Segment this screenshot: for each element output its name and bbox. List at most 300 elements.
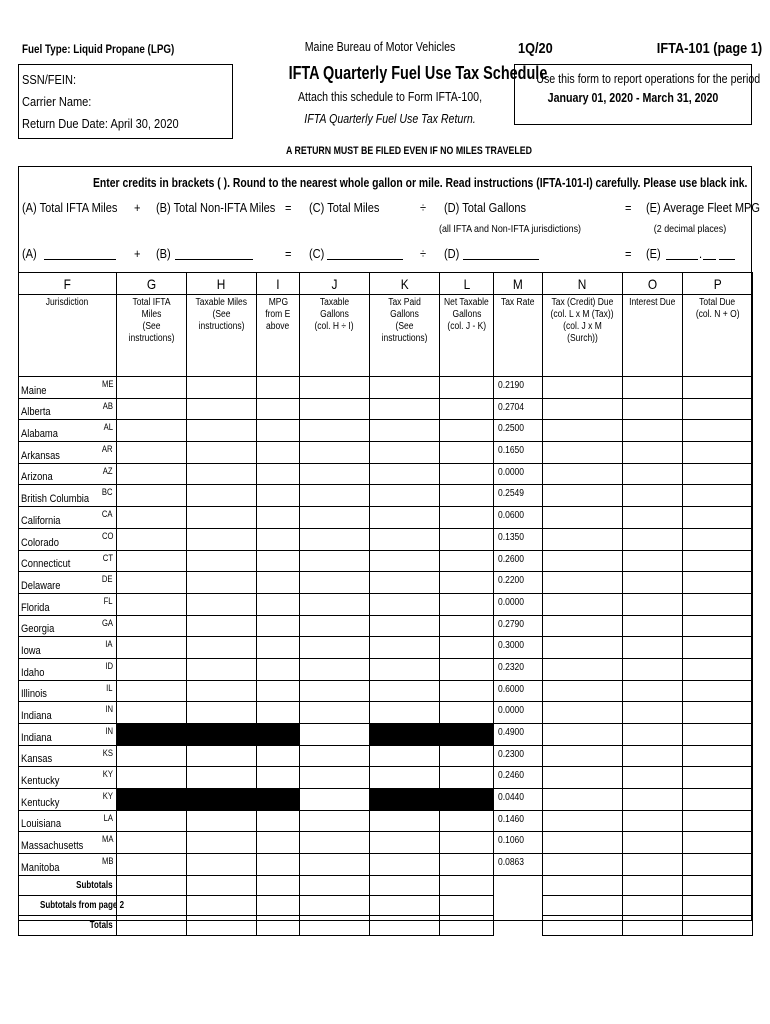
schedule-table bbox=[18, 272, 753, 936]
total-due-cell[interactable] bbox=[683, 637, 753, 659]
total-ifta-miles-cell[interactable] bbox=[117, 463, 187, 485]
tax-due-cell[interactable] bbox=[543, 485, 623, 507]
tax-due-cell[interactable] bbox=[543, 767, 623, 789]
net-taxable-gallons-cell[interactable] bbox=[440, 398, 494, 420]
tax-paid-gallons-cell[interactable] bbox=[370, 442, 440, 464]
total-due-cell[interactable] bbox=[683, 398, 753, 420]
jurisdiction-cell bbox=[19, 463, 117, 485]
table-row bbox=[19, 420, 753, 442]
tax-paid-gallons-cell[interactable] bbox=[370, 810, 440, 832]
jurisdiction-cell bbox=[19, 615, 117, 637]
net-taxable-gallons-cell[interactable] bbox=[440, 572, 494, 594]
tax-due-cell[interactable] bbox=[543, 442, 623, 464]
taxable-gallons-cell[interactable] bbox=[300, 832, 370, 854]
taxable-miles-cell[interactable] bbox=[187, 593, 257, 615]
total-ifta-miles-total-cell[interactable] bbox=[117, 915, 187, 935]
net-taxable-gallons-total-cell[interactable] bbox=[440, 915, 494, 935]
mpg-cell[interactable] bbox=[257, 832, 300, 854]
tax-due-total-cell[interactable] bbox=[543, 915, 623, 935]
jurisdiction-name: Louisiana bbox=[21, 818, 62, 831]
taxable-gallons-cell[interactable] bbox=[300, 377, 370, 399]
net-taxable-gallons-cell[interactable] bbox=[440, 442, 494, 464]
total-ifta-miles-cell[interactable] bbox=[117, 637, 187, 659]
jurisdiction-name: Illinois bbox=[21, 688, 47, 701]
jurisdiction-name: Georgia bbox=[21, 623, 55, 636]
table-row bbox=[19, 398, 753, 420]
tax-paid-gallons-cell[interactable] bbox=[370, 398, 440, 420]
tax-paid-gallons-cell[interactable] bbox=[370, 658, 440, 680]
mpg-cell[interactable] bbox=[257, 702, 300, 724]
table-row bbox=[19, 442, 753, 464]
interest-due-cell[interactable] bbox=[623, 810, 683, 832]
tax-rate-value: 0.0440 bbox=[498, 792, 525, 804]
total-ifta-miles-cell[interactable] bbox=[117, 745, 187, 767]
taxable-gallons-cell[interactable] bbox=[300, 854, 370, 876]
interest-due-cell[interactable] bbox=[623, 463, 683, 485]
tax-due-cell[interactable] bbox=[543, 810, 623, 832]
interest-due-total-cell[interactable] bbox=[623, 875, 683, 895]
mpg-cell[interactable] bbox=[257, 463, 300, 485]
tax-paid-gallons-cell[interactable] bbox=[370, 702, 440, 724]
tax-paid-gallons-cell[interactable] bbox=[370, 463, 440, 485]
taxable-gallons-total-cell[interactable] bbox=[300, 915, 370, 935]
entry-c-field[interactable] bbox=[327, 248, 403, 260]
mpg-cell[interactable] bbox=[257, 398, 300, 420]
taxable-gallons-total-cell[interactable] bbox=[300, 895, 370, 915]
tax-paid-gallons-cell[interactable] bbox=[370, 745, 440, 767]
jurisdiction-name: Maine bbox=[21, 384, 47, 397]
period-box bbox=[514, 64, 761, 125]
taxable-gallons-cell[interactable] bbox=[300, 398, 370, 420]
column-letter-text: H bbox=[217, 275, 226, 292]
interest-due-cell[interactable] bbox=[623, 702, 683, 724]
summary-row bbox=[19, 875, 753, 895]
total-ifta-miles-cell[interactable] bbox=[117, 615, 187, 637]
total-ifta-miles-cell[interactable] bbox=[117, 377, 187, 399]
tax-paid-gallons-cell[interactable] bbox=[370, 507, 440, 529]
tax-paid-gallons-total-cell[interactable] bbox=[370, 915, 440, 935]
tax-paid-gallons-total-cell[interactable] bbox=[370, 895, 440, 915]
jurisdiction-cell bbox=[19, 789, 117, 811]
mpg-cell[interactable] bbox=[257, 442, 300, 464]
total-ifta-miles-cell[interactable] bbox=[117, 528, 187, 550]
taxable-gallons-cell[interactable] bbox=[300, 442, 370, 464]
interest-due-cell[interactable] bbox=[623, 854, 683, 876]
interest-due-cell[interactable] bbox=[623, 767, 683, 789]
total-ifta-miles-cell[interactable] bbox=[117, 680, 187, 702]
column-letter-text: L bbox=[463, 275, 470, 292]
total-due-cell[interactable] bbox=[683, 724, 753, 746]
tax-rate-cell bbox=[494, 767, 543, 789]
tax-due-cell[interactable] bbox=[543, 550, 623, 572]
taxable-gallons-cell[interactable] bbox=[300, 789, 370, 811]
total-due-cell[interactable] bbox=[683, 810, 753, 832]
summary-label-text: Subtotals bbox=[76, 879, 113, 891]
total-ifta-miles-total-cell[interactable] bbox=[117, 875, 187, 895]
tax-due-cell[interactable] bbox=[543, 420, 623, 442]
tax-paid-gallons-cell[interactable] bbox=[370, 615, 440, 637]
interest-due-total-cell[interactable] bbox=[623, 895, 683, 915]
must-file-notice: A RETURN MUST BE FILED EVEN IF NO MILES TRAVELED bbox=[286, 145, 532, 157]
taxable-miles-cell[interactable] bbox=[187, 398, 257, 420]
jurisdiction-name: Alberta bbox=[21, 406, 51, 419]
mpg-total-cell[interactable] bbox=[257, 875, 300, 895]
summary-row bbox=[19, 915, 753, 935]
total-due-cell[interactable] bbox=[683, 485, 753, 507]
interest-due-cell[interactable] bbox=[623, 593, 683, 615]
tax-paid-gallons-cell[interactable] bbox=[370, 572, 440, 594]
jurisdiction-code: KY bbox=[102, 791, 113, 802]
total-ifta-miles-cell[interactable] bbox=[117, 767, 187, 789]
net-taxable-gallons-cell[interactable] bbox=[440, 593, 494, 615]
taxable-gallons-cell[interactable] bbox=[300, 507, 370, 529]
interest-due-cell[interactable] bbox=[623, 572, 683, 594]
tax-paid-gallons-cell[interactable] bbox=[370, 767, 440, 789]
net-taxable-gallons-cell[interactable] bbox=[440, 463, 494, 485]
total-due-cell[interactable] bbox=[683, 767, 753, 789]
entry-d-label: (D) bbox=[444, 246, 460, 261]
taxable-gallons-cell[interactable] bbox=[300, 745, 370, 767]
total-due-total-cell[interactable] bbox=[683, 875, 753, 895]
column-header-line: (See instructions) bbox=[128, 321, 175, 344]
net-taxable-gallons-total-cell[interactable] bbox=[440, 895, 494, 915]
column-letter-net-taxable-gallons bbox=[440, 273, 494, 295]
taxable-gallons-cell[interactable] bbox=[300, 485, 370, 507]
interest-due-cell[interactable] bbox=[623, 550, 683, 572]
total-ifta-miles-cell[interactable] bbox=[117, 507, 187, 529]
tax-rate-cell bbox=[494, 615, 543, 637]
taxable-gallons-cell[interactable] bbox=[300, 702, 370, 724]
jurisdiction-name: Kansas bbox=[21, 753, 53, 766]
tax-rate-value: 0.2790 bbox=[498, 618, 525, 630]
tax-paid-gallons-cell[interactable] bbox=[370, 593, 440, 615]
interest-due-cell[interactable] bbox=[623, 658, 683, 680]
net-taxable-gallons-cell[interactable] bbox=[440, 377, 494, 399]
divide-sign: ÷ bbox=[420, 200, 427, 215]
mpg-cell[interactable] bbox=[257, 680, 300, 702]
taxable-miles-cell[interactable] bbox=[187, 702, 257, 724]
mpg-cell[interactable] bbox=[257, 658, 300, 680]
tax-due-cell[interactable] bbox=[543, 658, 623, 680]
net-taxable-gallons-cell[interactable] bbox=[440, 832, 494, 854]
total-ifta-miles-cell[interactable] bbox=[117, 854, 187, 876]
total-due-cell[interactable] bbox=[683, 442, 753, 464]
column-header-tax-rate bbox=[494, 295, 543, 377]
taxable-miles-cell[interactable] bbox=[187, 832, 257, 854]
taxable-miles-total-cell[interactable] bbox=[187, 875, 257, 895]
tax-rate-value: 0.2704 bbox=[498, 401, 525, 413]
entry-b-field[interactable] bbox=[175, 248, 253, 260]
net-taxable-gallons-cell[interactable] bbox=[440, 637, 494, 659]
interest-due-cell[interactable] bbox=[623, 745, 683, 767]
mpg-cell[interactable] bbox=[257, 615, 300, 637]
tax-due-total-cell[interactable] bbox=[543, 875, 623, 895]
tax-due-cell[interactable] bbox=[543, 854, 623, 876]
taxable-miles-cell[interactable] bbox=[187, 550, 257, 572]
total-ifta-miles-cell[interactable] bbox=[117, 810, 187, 832]
net-taxable-gallons-cell[interactable] bbox=[440, 420, 494, 442]
tax-due-cell[interactable] bbox=[543, 680, 623, 702]
tax-due-cell[interactable] bbox=[543, 463, 623, 485]
tax-rate-cell bbox=[494, 550, 543, 572]
plus-sign: + bbox=[134, 200, 141, 215]
total-due-cell[interactable] bbox=[683, 528, 753, 550]
fuel-type: Fuel Type: Liquid Propane (LPG) bbox=[22, 42, 175, 56]
entry-a-field[interactable] bbox=[44, 248, 116, 260]
interest-due-cell[interactable] bbox=[623, 398, 683, 420]
tax-rate-value: 0.2460 bbox=[498, 770, 525, 782]
total-due-cell[interactable] bbox=[683, 745, 753, 767]
mpg-cell[interactable] bbox=[257, 593, 300, 615]
empty-cell bbox=[494, 915, 543, 935]
taxable-gallons-cell[interactable] bbox=[300, 572, 370, 594]
taxable-gallons-cell[interactable] bbox=[300, 528, 370, 550]
net-taxable-gallons-cell[interactable] bbox=[440, 745, 494, 767]
total-ifta-miles-cell[interactable] bbox=[117, 572, 187, 594]
jurisdiction-code: IL bbox=[106, 682, 113, 693]
mpg-cell[interactable] bbox=[257, 637, 300, 659]
total-due-cell[interactable] bbox=[683, 377, 753, 399]
total-ifta-miles-cell[interactable] bbox=[117, 442, 187, 464]
tax-paid-gallons-cell[interactable] bbox=[370, 854, 440, 876]
taxable-miles-cell[interactable] bbox=[187, 463, 257, 485]
tax-paid-gallons-cell[interactable] bbox=[370, 528, 440, 550]
tax-due-cell[interactable] bbox=[543, 789, 623, 811]
tax-due-cell[interactable] bbox=[543, 398, 623, 420]
taxable-miles-cell[interactable] bbox=[187, 767, 257, 789]
taxable-gallons-cell[interactable] bbox=[300, 550, 370, 572]
interest-due-cell[interactable] bbox=[623, 724, 683, 746]
net-taxable-gallons-cell[interactable] bbox=[440, 485, 494, 507]
tax-paid-gallons-cell[interactable] bbox=[370, 680, 440, 702]
tax-due-cell[interactable] bbox=[543, 724, 623, 746]
column-letter-total-ifta-miles bbox=[117, 273, 187, 295]
total-due-cell[interactable] bbox=[683, 420, 753, 442]
taxable-gallons-cell[interactable] bbox=[300, 637, 370, 659]
tax-due-cell[interactable] bbox=[543, 528, 623, 550]
mpg-cell[interactable] bbox=[257, 767, 300, 789]
tax-due-cell[interactable] bbox=[543, 832, 623, 854]
interest-due-cell[interactable] bbox=[623, 485, 683, 507]
tax-rate-value: 0.0600 bbox=[498, 510, 525, 522]
label-c: (C) Total Miles bbox=[309, 200, 380, 215]
taxable-gallons-total-cell[interactable] bbox=[300, 875, 370, 895]
mpg-cell[interactable] bbox=[257, 528, 300, 550]
e-note: (2 decimal places) bbox=[653, 223, 727, 235]
tax-due-cell[interactable] bbox=[543, 702, 623, 724]
net-taxable-gallons-cell[interactable] bbox=[440, 550, 494, 572]
entry-e-dec1-field[interactable] bbox=[703, 248, 716, 260]
mpg-cell[interactable] bbox=[257, 377, 300, 399]
total-due-cell[interactable] bbox=[683, 789, 753, 811]
total-ifta-miles-cell[interactable] bbox=[117, 485, 187, 507]
summary-label-totals bbox=[19, 915, 117, 935]
tax-due-cell[interactable] bbox=[543, 507, 623, 529]
entry-e-dec2-field[interactable] bbox=[719, 248, 735, 260]
taxable-miles-cell[interactable] bbox=[187, 420, 257, 442]
total-ifta-miles-cell[interactable] bbox=[117, 832, 187, 854]
jurisdiction-name: British Columbia bbox=[21, 493, 90, 506]
tax-due-total-cell[interactable] bbox=[543, 895, 623, 915]
net-taxable-gallons-cell[interactable] bbox=[440, 680, 494, 702]
taxable-miles-cell[interactable] bbox=[187, 507, 257, 529]
total-ifta-miles-total-cell[interactable] bbox=[117, 895, 187, 915]
mpg-cell[interactable] bbox=[257, 572, 300, 594]
net-taxable-gallons-cell[interactable] bbox=[440, 615, 494, 637]
total-due-cell[interactable] bbox=[683, 658, 753, 680]
entry-e-whole-field[interactable] bbox=[666, 248, 698, 260]
tax-paid-gallons-cell[interactable] bbox=[370, 485, 440, 507]
interest-due-cell[interactable] bbox=[623, 615, 683, 637]
net-taxable-gallons-cell[interactable] bbox=[440, 702, 494, 724]
total-ifta-miles-cell[interactable] bbox=[117, 658, 187, 680]
column-letter-text: G bbox=[146, 275, 157, 292]
total-due-cell[interactable] bbox=[683, 507, 753, 529]
tax-paid-gallons-cell[interactable] bbox=[370, 550, 440, 572]
jurisdiction-code: IA bbox=[105, 639, 113, 650]
taxable-miles-cell[interactable] bbox=[187, 442, 257, 464]
taxable-miles-total-cell[interactable] bbox=[187, 915, 257, 935]
interest-due-cell[interactable] bbox=[623, 377, 683, 399]
taxable-miles-cell[interactable] bbox=[187, 615, 257, 637]
empty-cell bbox=[494, 895, 543, 915]
taxable-gallons-cell[interactable] bbox=[300, 724, 370, 746]
jurisdiction-cell bbox=[19, 832, 117, 854]
column-header-interest-due bbox=[623, 295, 683, 377]
mpg-cell[interactable] bbox=[257, 810, 300, 832]
taxable-gallons-cell[interactable] bbox=[300, 463, 370, 485]
total-due-cell[interactable] bbox=[683, 832, 753, 854]
mpg-total-cell[interactable] bbox=[257, 895, 300, 915]
mpg-cell[interactable] bbox=[257, 507, 300, 529]
tax-rate-cell bbox=[494, 572, 543, 594]
taxable-gallons-cell[interactable] bbox=[300, 658, 370, 680]
interest-due-total-cell[interactable] bbox=[623, 915, 683, 935]
label-b: (B) Total Non-IFTA Miles bbox=[156, 200, 276, 215]
taxable-miles-cell[interactable] bbox=[187, 854, 257, 876]
taxable-gallons-cell[interactable] bbox=[300, 615, 370, 637]
column-header-line: Tax Rate bbox=[501, 297, 535, 308]
empty-cell bbox=[494, 875, 543, 895]
total-due-cell[interactable] bbox=[683, 463, 753, 485]
net-taxable-gallons-cell[interactable] bbox=[440, 854, 494, 876]
taxable-miles-cell[interactable] bbox=[187, 528, 257, 550]
interest-due-cell[interactable] bbox=[623, 420, 683, 442]
equals-sign-2: = bbox=[625, 200, 632, 215]
interest-due-cell[interactable] bbox=[623, 528, 683, 550]
mpg-cell[interactable] bbox=[257, 485, 300, 507]
mpg-cell[interactable] bbox=[257, 420, 300, 442]
tax-rate-value: 0.0000 bbox=[498, 596, 525, 608]
net-taxable-gallons-cell[interactable] bbox=[440, 658, 494, 680]
tax-due-cell[interactable] bbox=[543, 572, 623, 594]
interest-due-cell[interactable] bbox=[623, 832, 683, 854]
jurisdiction-code: CO bbox=[101, 530, 113, 541]
net-taxable-gallons-cell[interactable] bbox=[440, 810, 494, 832]
interest-due-cell[interactable] bbox=[623, 680, 683, 702]
mpg-cell[interactable] bbox=[257, 550, 300, 572]
taxable-miles-cell[interactable] bbox=[187, 680, 257, 702]
mpg-total-cell[interactable] bbox=[257, 915, 300, 935]
tax-paid-gallons-cell[interactable] bbox=[370, 637, 440, 659]
column-header-tax-paid-gallons bbox=[370, 295, 440, 377]
taxable-miles-cell[interactable] bbox=[187, 572, 257, 594]
taxable-miles-cell[interactable] bbox=[187, 745, 257, 767]
total-ifta-miles-cell[interactable] bbox=[117, 593, 187, 615]
taxable-gallons-cell[interactable] bbox=[300, 680, 370, 702]
total-ifta-miles-cell[interactable] bbox=[117, 702, 187, 724]
tax-rate-value: 0.1460 bbox=[498, 813, 525, 825]
taxable-miles-cell[interactable] bbox=[187, 485, 257, 507]
interest-due-cell[interactable] bbox=[623, 637, 683, 659]
column-header-line: Gallons bbox=[452, 309, 481, 320]
attach-line-1: Attach this schedule to Form IFTA-100, bbox=[297, 90, 483, 104]
tax-paid-gallons-cell[interactable] bbox=[370, 832, 440, 854]
taxable-miles-cell[interactable] bbox=[187, 810, 257, 832]
interest-due-cell[interactable] bbox=[623, 442, 683, 464]
jurisdiction-name: Florida bbox=[21, 601, 50, 614]
total-due-cell[interactable] bbox=[683, 702, 753, 724]
ssn-field[interactable]: SSN/FEIN: bbox=[22, 72, 77, 87]
column-header-total-due bbox=[683, 295, 753, 377]
jurisdiction-code: MB bbox=[101, 856, 113, 867]
total-due-cell[interactable] bbox=[683, 550, 753, 572]
taxable-miles-cell[interactable] bbox=[187, 658, 257, 680]
interest-due-cell[interactable] bbox=[623, 789, 683, 811]
column-header-line: above bbox=[266, 321, 290, 332]
entry-d-field[interactable] bbox=[463, 248, 539, 260]
taxable-gallons-cell[interactable] bbox=[300, 810, 370, 832]
taxable-gallons-cell[interactable] bbox=[300, 767, 370, 789]
total-due-cell[interactable] bbox=[683, 680, 753, 702]
taxable-miles-cell[interactable] bbox=[187, 637, 257, 659]
tax-due-cell[interactable] bbox=[543, 637, 623, 659]
total-due-cell[interactable] bbox=[683, 572, 753, 594]
tax-rate-value: 0.0000 bbox=[498, 705, 525, 717]
column-header-line: (col. N + O) bbox=[695, 309, 740, 320]
tax-due-cell[interactable] bbox=[543, 745, 623, 767]
tax-paid-gallons-total-cell[interactable] bbox=[370, 875, 440, 895]
jurisdiction-cell bbox=[19, 485, 117, 507]
total-ifta-miles-cell[interactable] bbox=[117, 398, 187, 420]
total-due-cell[interactable] bbox=[683, 593, 753, 615]
total-due-cell[interactable] bbox=[683, 854, 753, 876]
tax-paid-gallons-cell[interactable] bbox=[370, 377, 440, 399]
tax-due-cell[interactable] bbox=[543, 377, 623, 399]
net-taxable-gallons-cell[interactable] bbox=[440, 507, 494, 529]
total-due-total-cell[interactable] bbox=[683, 915, 753, 935]
total-ifta-miles-cell[interactable] bbox=[117, 420, 187, 442]
taxable-miles-cell[interactable] bbox=[187, 377, 257, 399]
total-due-cell[interactable] bbox=[683, 615, 753, 637]
mpg-cell[interactable] bbox=[257, 745, 300, 767]
tax-due-cell[interactable] bbox=[543, 593, 623, 615]
mpg-cell[interactable] bbox=[257, 854, 300, 876]
net-taxable-gallons-cell[interactable] bbox=[440, 767, 494, 789]
taxable-miles-total-cell[interactable] bbox=[187, 895, 257, 915]
net-taxable-gallons-total-cell[interactable] bbox=[440, 875, 494, 895]
taxable-gallons-cell[interactable] bbox=[300, 420, 370, 442]
interest-due-cell[interactable] bbox=[623, 507, 683, 529]
tax-due-cell[interactable] bbox=[543, 615, 623, 637]
total-due-total-cell[interactable] bbox=[683, 895, 753, 915]
table-row bbox=[19, 615, 753, 637]
tax-paid-gallons-cell[interactable] bbox=[370, 420, 440, 442]
carrier-name-field[interactable]: Carrier Name: bbox=[22, 94, 92, 109]
net-taxable-gallons-cell[interactable] bbox=[440, 528, 494, 550]
total-ifta-miles-cell[interactable] bbox=[117, 550, 187, 572]
taxable-gallons-cell[interactable] bbox=[300, 593, 370, 615]
